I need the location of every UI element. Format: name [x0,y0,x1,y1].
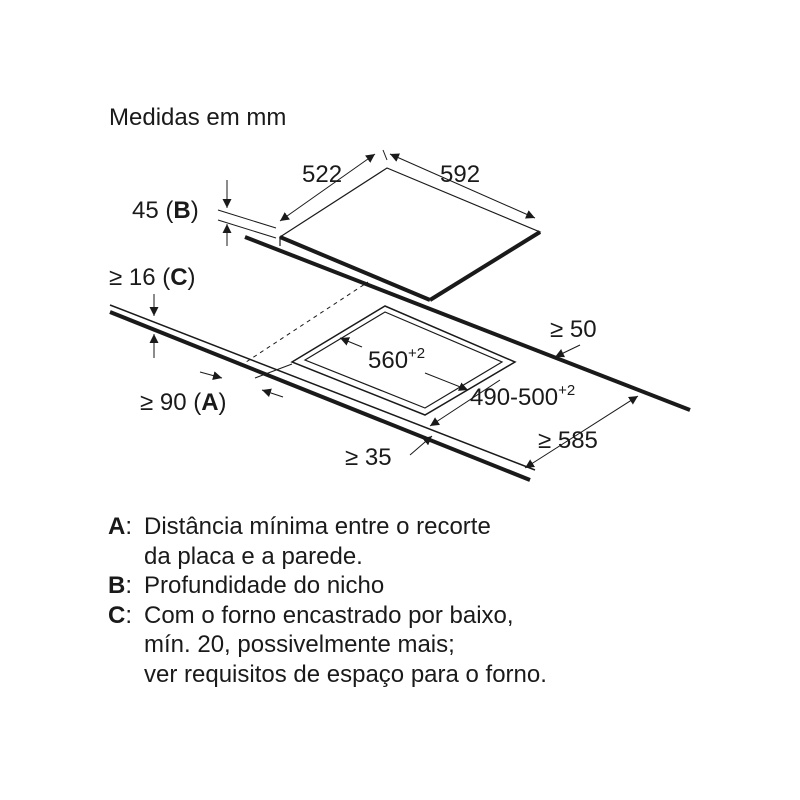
legend-line: Com o forno encastrado por baixo, [144,601,514,629]
wall-gap-label: ≥ 90 (A) [140,389,227,416]
legend-key: B : [108,571,144,601]
front-gap-label: ≥ 35 [345,444,392,471]
legend-item-b [108,571,708,601]
legend-line: ver requisitos de espaço para o forno. [144,660,547,688]
legend-line: da placa e a parede. [144,542,363,570]
niche-depth-label: 45 (B) [132,197,199,224]
legend-key: A : [108,512,144,571]
depth-label: 522 [302,161,343,188]
legend-item-c [108,601,708,690]
worktop-depth-label: ≥ 585 [538,427,598,454]
legend-item-a [108,512,708,571]
legend-text [144,601,708,690]
below-gap-label: ≥ 16 (C) [109,264,196,291]
width-label: 592 [440,161,481,188]
cutout-width-label: $560^{+2}$ [368,345,426,374]
legend-line: Profundidade do nicho [144,572,385,599]
legend-line: mín. 20, possivelmente mais; [144,631,455,658]
cutout-depth-label: $490-500^{+2}$ [470,382,576,411]
front-gap-dimension [410,436,432,455]
legend-text [144,512,708,571]
legend-line: Distância mínima entre o recorte [144,513,491,540]
legend-text [144,571,708,601]
units-label: Medidas em mm [109,104,287,131]
rear-gap-label: ≥ 50 [550,316,597,343]
legend-key: C : [108,601,144,690]
legend [108,512,708,689]
rear-gap-arrow [555,345,580,357]
